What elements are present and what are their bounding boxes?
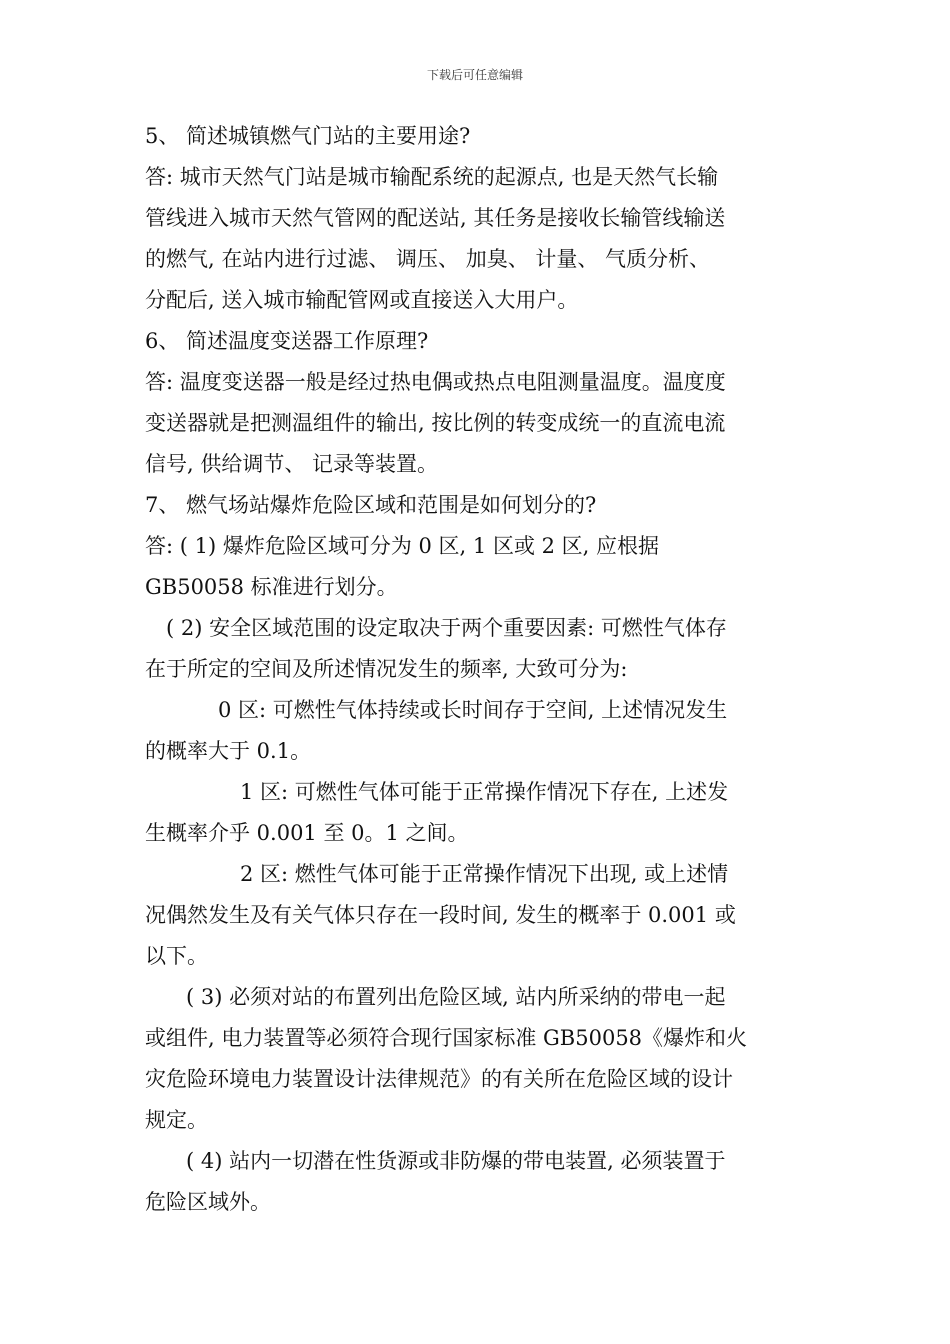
answer-7-point-2-line-2: 在于所定的空间及所述情况发生的频率, 大致可分为: xyxy=(145,657,628,681)
zone-1-line-2: 生概率介乎 0.001 至 0。1 之间。 xyxy=(145,821,469,845)
answer-7-point-3-line-4: 规定。 xyxy=(145,1108,208,1132)
answer-7-line-1: 答: ( 1) 爆炸危险区域可分为 0 区, 1 区或 2 区, 应根据 xyxy=(145,534,660,558)
zone-2-line-1: 2 区: 燃性气体可能于正常操作情况下出现, 或上述情 xyxy=(240,862,729,886)
answer-7-point-2-line-1: ( 2) 安全区域范围的设定取决于两个重要因素: 可燃性气体存 xyxy=(166,616,727,640)
answer-7-point-3-line-2: 或组件, 电力装置等必须符合现行国家标准 GB50058《爆炸和火 xyxy=(145,1026,748,1050)
question-5: 5、 简述城镇燃气门站的主要用途? xyxy=(145,124,471,148)
zone-0-line-2: 的概率大于 0.1。 xyxy=(145,739,312,763)
page-header: 下载后可任意编辑 xyxy=(426,68,523,82)
answer-7-point-3-line-1: ( 3) 必须对站的布置列出危险区域, 站内所采纳的带电一起 xyxy=(186,985,726,1009)
answer-6-line-3: 信号, 供给调节、 记录等装置。 xyxy=(145,452,439,476)
answer-7-point-3-line-3: 灾危险环境电力装置设计法律规范》的有关所在危险区域的设计 xyxy=(145,1067,733,1091)
zone-2-line-2: 况偶然发生及有关气体只存在一段时间, 发生的概率于 0.001 或 xyxy=(145,903,736,927)
zone-0-line-1: 0 区: 可燃性气体持续或长时间存于空间, 上述情况发生 xyxy=(218,698,728,722)
answer-7-point-4-line-2: 危险区域外。 xyxy=(145,1190,271,1214)
zone-2-line-3: 以下。 xyxy=(145,944,208,968)
question-6: 6、 简述温度变送器工作原理? xyxy=(145,329,429,353)
answer-5-line-4: 分配后, 送入城市输配管网或直接送入大用户。 xyxy=(145,288,579,312)
answer-7-point-4-line-1: ( 4) 站内一切潜在性货源或非防爆的带电装置, 必须装置于 xyxy=(186,1149,726,1173)
answer-6-line-2: 变送器就是把测温组件的输出, 按比例的转变成统一的直流电流 xyxy=(145,411,726,435)
answer-7-line-2: GB50058 标准进行划分。 xyxy=(145,575,398,599)
question-7: 7、 燃气场站爆炸危险区域和范围是如何划分的? xyxy=(145,493,597,517)
zone-1-line-1: 1 区: 可燃性气体可能于正常操作情况下存在, 上述发 xyxy=(240,780,729,804)
answer-5-line-1: 答: 城市天然气门站是城市输配系统的起源点, 也是天然气长输 xyxy=(145,165,719,189)
answer-6-line-1: 答: 温度变送器一般是经过热电偶或热点电阻测量温度。温度度 xyxy=(145,370,726,394)
answer-5-line-3: 的燃气, 在站内进行过滤、 调压、 加臭、 计量、 气质分析、 xyxy=(145,247,711,271)
answer-5-line-2: 管线进入城市天然气管网的配送站, 其任务是接收长输管线输送 xyxy=(145,206,726,230)
